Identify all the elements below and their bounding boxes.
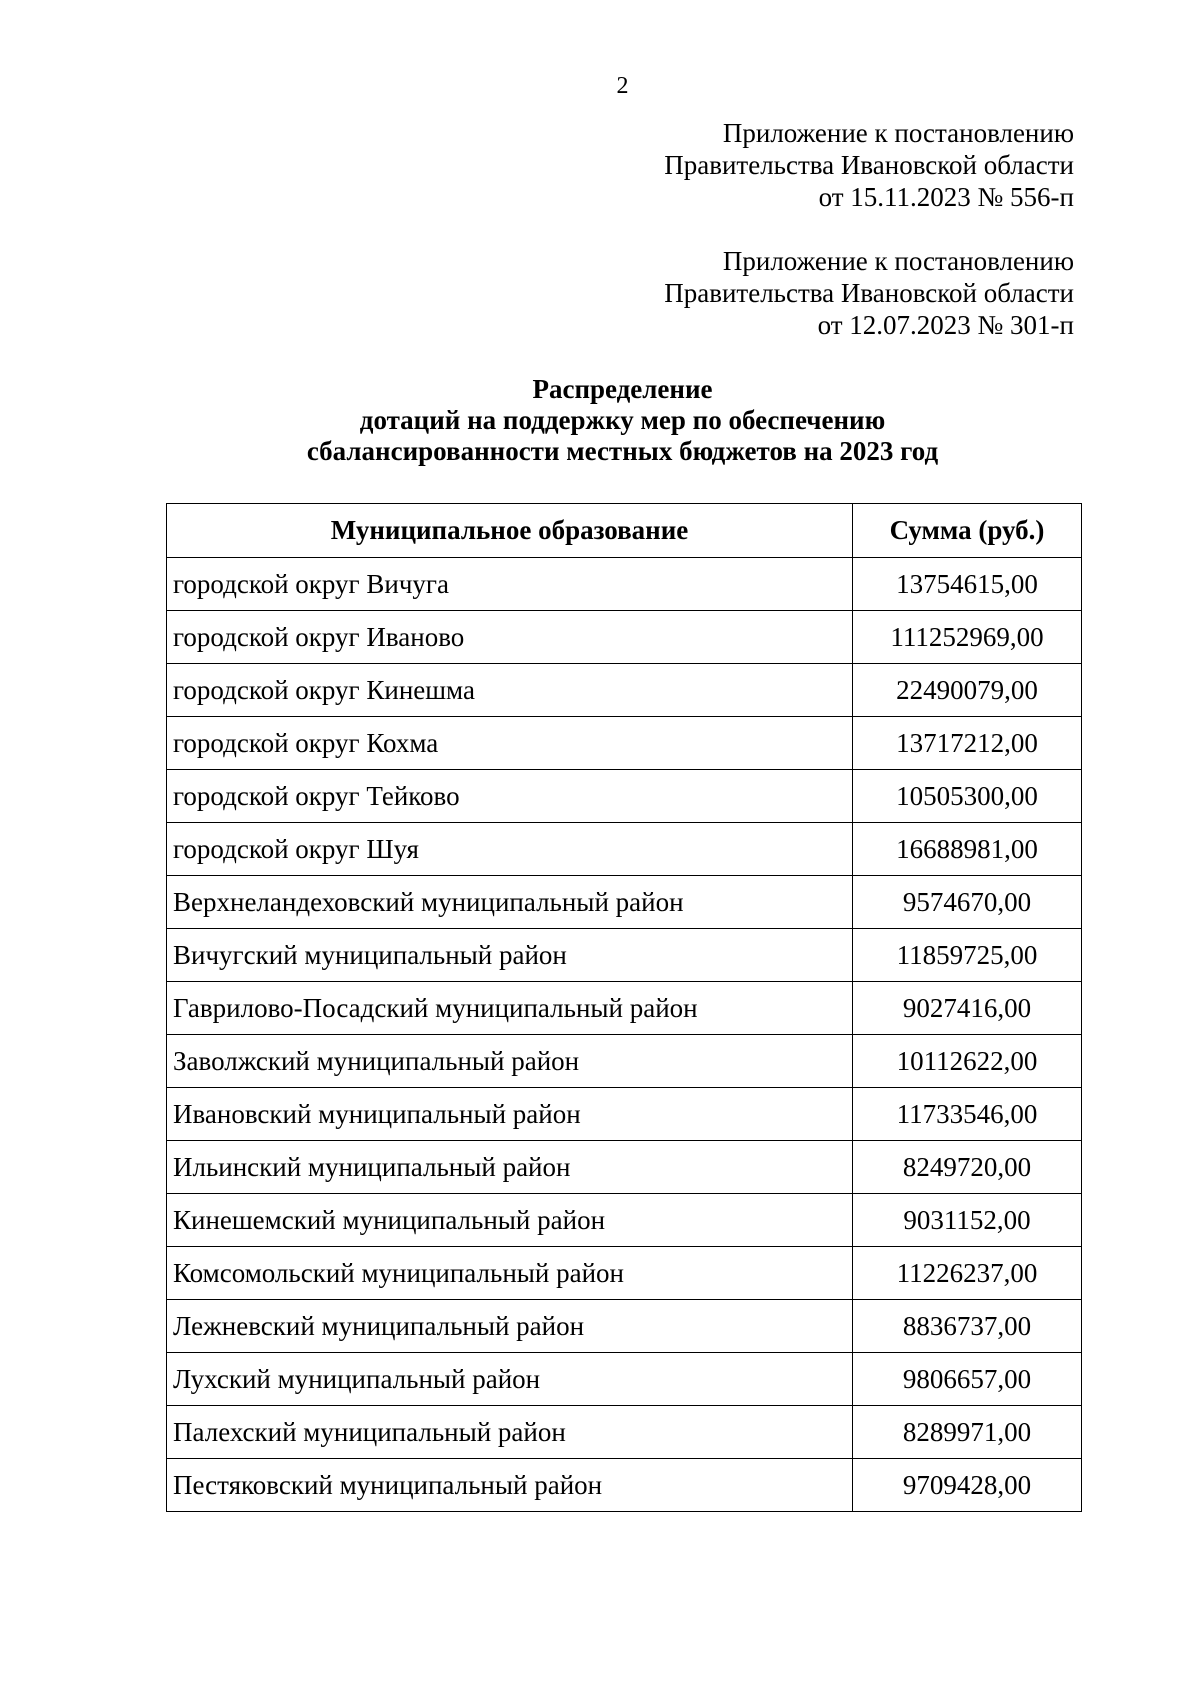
municipality-name-cell: Комсомольский муниципальный район [167, 1247, 853, 1300]
annex-block-original [664, 245, 1074, 341]
amount-cell: 10112622,00 [853, 1035, 1082, 1088]
municipality-name-cell: Палехский муниципальный район [167, 1406, 853, 1459]
header-municipality: Муниципальное образование [167, 504, 853, 558]
municipality-name-cell: городской округ Кинешма [167, 664, 853, 717]
amount-cell: 9027416,00 [853, 982, 1082, 1035]
amount-cell: 9709428,00 [853, 1459, 1082, 1512]
amount-cell: 11733546,00 [853, 1088, 1082, 1141]
annex-block-current [664, 117, 1074, 213]
table-body [167, 558, 1082, 1512]
municipality-name-cell: городской округ Тейково [167, 770, 853, 823]
municipality-name-cell: Гаврилово-Посадский муниципальный район [167, 982, 853, 1035]
table-row [167, 664, 1082, 717]
annex-issuer: Правительства Ивановской области [664, 150, 1074, 180]
amount-cell: 13717212,00 [853, 717, 1082, 770]
municipality-name-cell: городской округ Вичуга [167, 558, 853, 611]
table-row [167, 611, 1082, 664]
table-row [167, 1141, 1082, 1194]
amount-cell: 11859725,00 [853, 929, 1082, 982]
amount-cell: 111252969,00 [853, 611, 1082, 664]
annex-issuer: Правительства Ивановской области [664, 278, 1074, 308]
table-row [167, 770, 1082, 823]
municipality-name-cell: Пестяковский муниципальный район [167, 1459, 853, 1512]
amount-cell: 9806657,00 [853, 1353, 1082, 1406]
amount-cell: 11226237,00 [853, 1247, 1082, 1300]
document-title [0, 374, 1200, 467]
header-amount: Сумма (руб.) [853, 504, 1082, 558]
amount-cell: 13754615,00 [853, 558, 1082, 611]
table-row [167, 982, 1082, 1035]
title-line-3: сбалансированности местных бюджетов на 2023 год [306, 436, 939, 466]
municipality-name-cell: городской округ Шуя [167, 823, 853, 876]
table-row [167, 558, 1082, 611]
table-row [167, 717, 1082, 770]
table-row [167, 1353, 1082, 1406]
table-row [167, 1247, 1082, 1300]
table-row [167, 876, 1082, 929]
table-row [167, 1035, 1082, 1088]
annex-date-number: от 12.07.2023 № 301-п [817, 310, 1074, 340]
municipality-name-cell: Лухский муниципальный район [167, 1353, 853, 1406]
annex-heading: Приложение к постановлению [722, 246, 1074, 276]
page-number: 2 [616, 73, 629, 99]
table-row [167, 929, 1082, 982]
annex-heading: Приложение к постановлению [722, 118, 1074, 148]
amount-cell: 8289971,00 [853, 1406, 1082, 1459]
amount-cell: 9574670,00 [853, 876, 1082, 929]
amount-cell: 10505300,00 [853, 770, 1082, 823]
table-row [167, 1194, 1082, 1247]
municipality-name-cell: городской округ Иваново [167, 611, 853, 664]
municipality-name-cell: Кинешемский муниципальный район [167, 1194, 853, 1247]
title-line-1: Распределение [532, 374, 713, 404]
municipality-name-cell: Заволжский муниципальный район [167, 1035, 853, 1088]
amount-cell: 8249720,00 [853, 1141, 1082, 1194]
municipality-name-cell: Вичугский муниципальный район [167, 929, 853, 982]
municipality-name-cell: Верхнеландеховский муниципальный район [167, 876, 853, 929]
municipality-name-cell: городской округ Кохма [167, 717, 853, 770]
title-line-2: дотаций на поддержку мер по обеспечению [359, 405, 886, 435]
allocation-table [166, 503, 1082, 1512]
municipality-name-cell: Ивановский муниципальный район [167, 1088, 853, 1141]
table-row [167, 1459, 1082, 1512]
amount-cell: 8836737,00 [853, 1300, 1082, 1353]
amount-cell: 22490079,00 [853, 664, 1082, 717]
municipality-name-cell: Лежневский муниципальный район [167, 1300, 853, 1353]
amount-cell: 16688981,00 [853, 823, 1082, 876]
table-row [167, 1088, 1082, 1141]
annex-date-number: от 15.11.2023 № 556-п [818, 182, 1074, 212]
table-row [167, 1406, 1082, 1459]
amount-cell: 9031152,00 [853, 1194, 1082, 1247]
table-row [167, 823, 1082, 876]
table-header-row [167, 504, 1082, 558]
municipality-name-cell: Ильинский муниципальный район [167, 1141, 853, 1194]
table-row [167, 1300, 1082, 1353]
